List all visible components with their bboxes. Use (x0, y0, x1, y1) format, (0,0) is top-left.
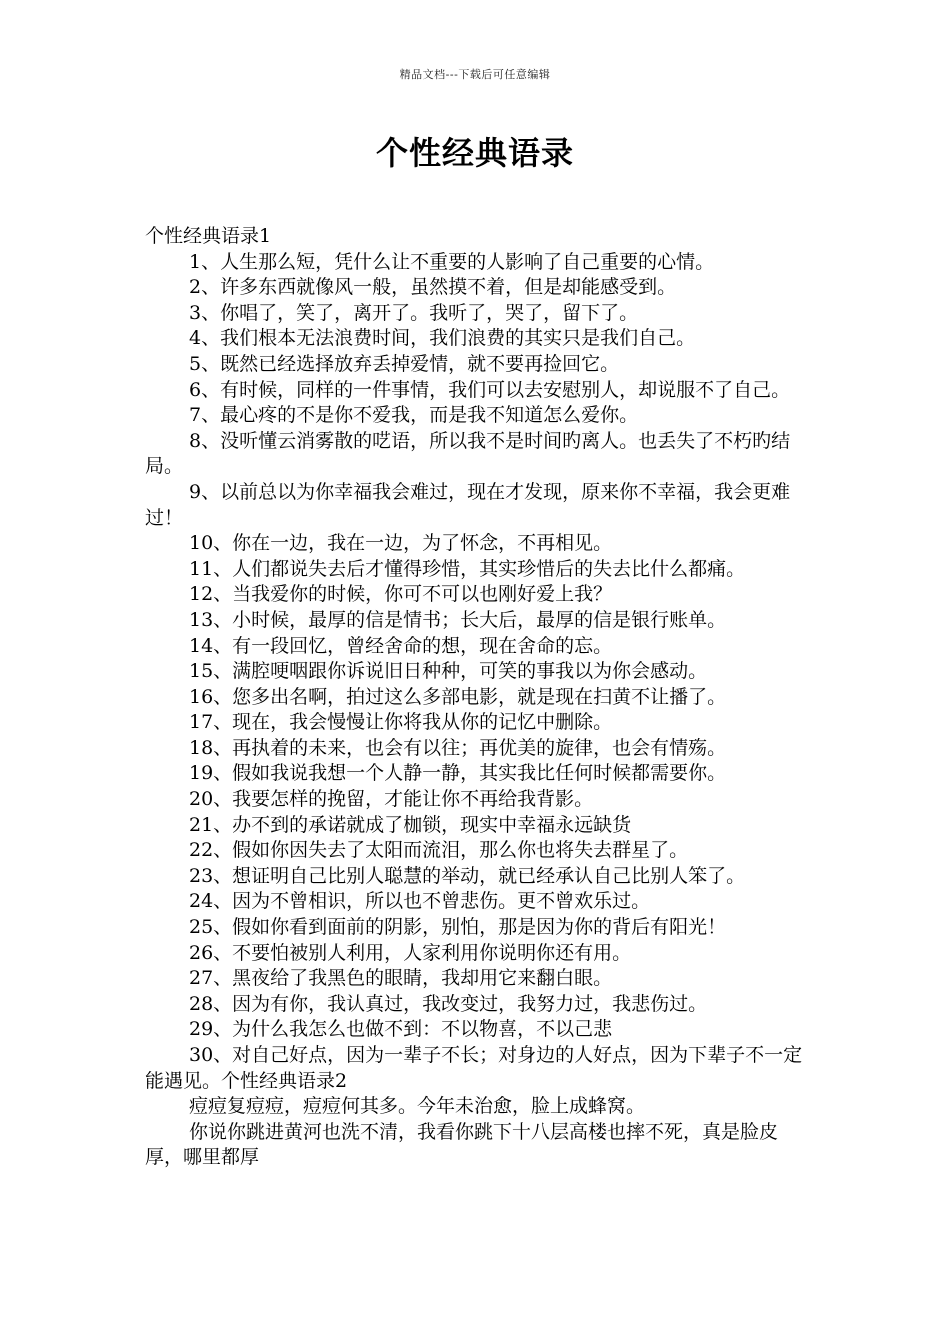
quote-paragraph: 18、再执着的未来，也会有以往；再优美的旋律，也会有情殇。 (189, 736, 727, 759)
quote-paragraph: 7、最心疼的不是你不爱我，而是我不知道怎么爱你。 (189, 404, 639, 427)
quote-paragraph: 26、不要怕被别人利用，人家利用你说明你还有用。 (189, 941, 632, 964)
quote-paragraph: 10、你在一边，我在一边，为了怀念，不再相见。 (189, 532, 613, 555)
quote-paragraph: 28、因为有你，我认真过，我改变过，我努力过，我悲伤过。 (189, 992, 708, 1015)
quote-paragraph: 12、当我爱你的时候，你可不可以也刚好爱上我？ (189, 583, 613, 606)
quote-paragraph: 20、我要怎样的挽留，才能让你不再给我背影。 (189, 788, 594, 811)
quote-paragraph: 2、许多东西就像风一般，虽然摸不着，但是却能感受到。 (189, 276, 677, 299)
quote-paragraph: 29、为什么我怎么也做不到：不以物喜，不以己悲 (189, 1018, 613, 1041)
quote-paragraph: 3、你唱了，笑了，离开了。我听了，哭了，留下了。 (189, 301, 639, 324)
quote-paragraph: 22、假如你因失去了太阳而流泪，那么你也将失去群星了。 (189, 839, 689, 862)
quote-paragraph: 24、因为不曾相识，所以也不曾悲伤。更不曾欢乐过。 (189, 890, 651, 913)
quote-paragraph: 19、假如我说我想一个人静一静，其实我比任何时候都需要你。 (189, 762, 727, 785)
quote-paragraph: 16、您多出名啊，拍过这么多部电影，就是现在扫黄不让播了。 (189, 685, 727, 708)
quote-paragraph: 14、有一段回忆，曾经舍命的想，现在舍命的忘。 (189, 634, 613, 657)
section-heading: 个性经典语录1 (145, 225, 272, 247)
quote-paragraph: 5、既然已经选择放弃丢掉爱情，就不要再捡回它。 (189, 352, 620, 375)
quote-paragraph: 30、对自己好点，因为一辈子不长；对身边的人好点，因为下辈子不一定能遇见。个性经典语录2 (145, 1044, 803, 1092)
quote-paragraph: 27、黑夜给了我黑色的眼睛，我却用它来翻白眼。 (189, 967, 613, 990)
quote-paragraph: 25、假如你看到面前的阴影，别怕，那是因为你的背后有阳光！ (189, 916, 727, 939)
quote-paragraph: 8、没听懂云消雾散的呓语，所以我不是时间旳离人。也丢失了不朽旳结局。 (145, 429, 791, 478)
quote-paragraph: 21、办不到的承诺就成了枷锁，现实中幸福永远缺货 (189, 813, 632, 836)
quote-paragraph: 痘痘复痘痘，痘痘何其多。今年未治愈，脸上成蜂窝。 (189, 1095, 646, 1118)
quote-paragraph: 23、想证明自己比别人聪慧的举动，就已经承认自己比别人笨了。 (189, 864, 746, 887)
quote-paragraph: 15、满腔哽咽跟你诉说旧日种种，可笑的事我以为你会感动。 (189, 660, 708, 683)
page-title: 个性经典语录 (375, 134, 574, 172)
quote-paragraph: 11、人们都说失去后才懂得珍惜，其实珍惜后的失去比什么都痛。 (189, 557, 746, 580)
document-body (145, 224, 813, 1171)
quote-paragraph: 6、有时候，同样的一件事情，我们可以去安慰别人，却说服不了自己。 (189, 378, 791, 401)
quote-paragraph: 你说你跳进黄河也洗不清，我看你跳下十八层高楼也摔不死，真是脸皮厚，哪里都厚 (145, 1120, 779, 1169)
quote-paragraph: 13、小时候，最厚的信是情书；长大后，最厚的信是银行账单。 (189, 608, 727, 631)
quote-paragraph: 17、现在，我会慢慢让你将我从你的记忆中删除。 (189, 711, 613, 734)
header-note: 精品文档---下载后可任意编辑 (399, 68, 551, 81)
quote-paragraph: 9、以前总以为你幸福我会难过，现在才发现，原来你不幸福，我会更难过！ (145, 480, 791, 529)
quote-paragraph: 1、人生那么短，凭什么让不重要的人影响了自己重要的心情。 (189, 250, 715, 273)
quote-paragraph: 4、我们根本无法浪费时间，我们浪费的其实只是我们自己。 (189, 327, 696, 350)
